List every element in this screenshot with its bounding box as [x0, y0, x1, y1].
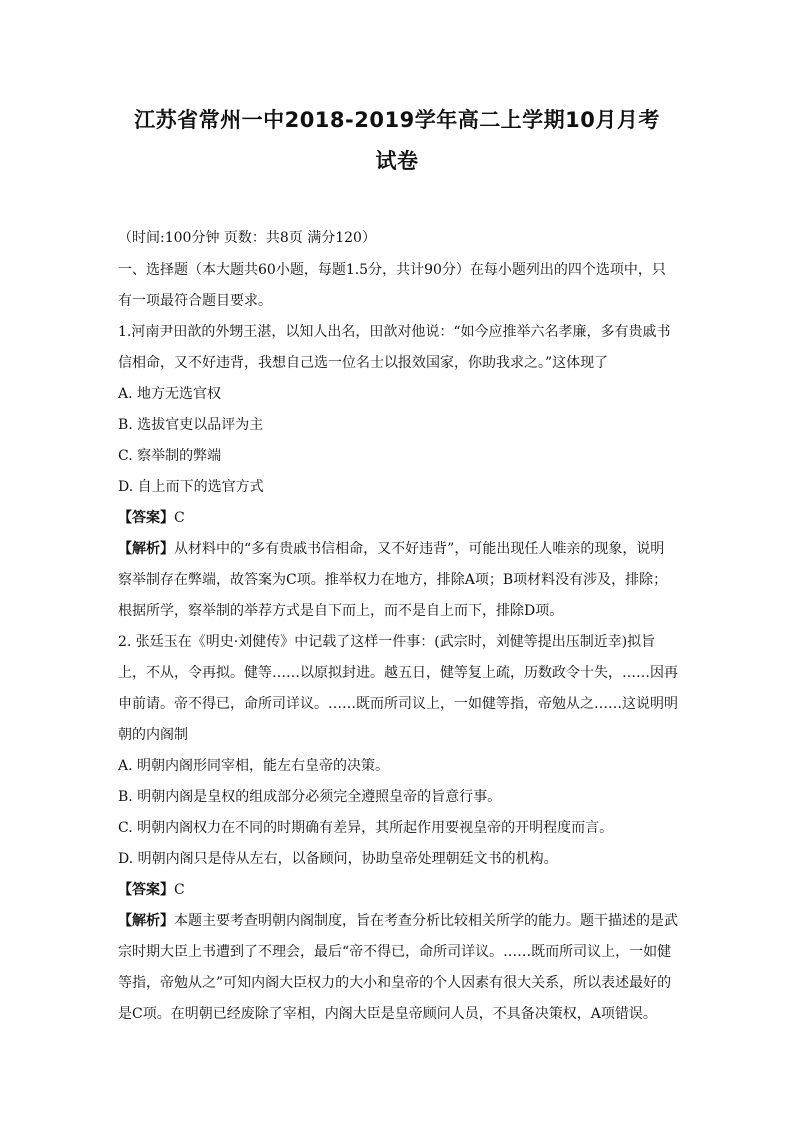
q2-answer-value: C — [174, 882, 185, 898]
q1-answer-label: 【答案】 — [118, 510, 174, 526]
document-title-line-2: 试卷 — [375, 149, 419, 173]
q2-option-d: D. 明朝内阁只是侍从左右，以备顾问，协助皇帝处理朝廷文书的机构。 — [118, 851, 558, 867]
q1-option-b: B. 选拔官吏以品评为主 — [118, 417, 264, 433]
q2-option-c: C. 明朝内阁权力在不同的时期确有差异，其所起作用要视皇帝的开明程度而言。 — [118, 820, 614, 836]
q2-option-a: A. 明朝内阁形同宰相，能左右皇帝的决策。 — [118, 758, 390, 774]
q1-stem-line-2: 信相命，又不好违背，我想自己选一位名士以报效国家，你助我求之。”这体现了 — [118, 355, 609, 371]
q2-analysis-line-3: 等指，帝勉从之”可知内阁大臣权力的大小和皇帝的个人因素有很大关系，所以表述最好的 — [118, 975, 672, 991]
exam-info: （时间:100分钟 页数：共8页 满分120） — [118, 230, 376, 246]
q2-analysis-line-1 — [118, 911, 678, 931]
q1-option-c: C. 察举制的弊端 — [118, 448, 222, 464]
q2-analysis-line-4: 是C项。在明朝已经废除了宰相，内阁大臣是皇帝顾问人员，不具备决策权，A项错误。 — [118, 1006, 657, 1022]
q2-analysis-line-2: 宗时期大臣上书遭到了不理会，最后“帝不得已，命所司详议。……既而所司议上，一如健 — [118, 944, 672, 960]
q1-option-a: A. 地方无选官权 — [118, 386, 222, 402]
document-title-line-1: 江苏省常州一中2018-2019学年高二上学期10月月考 — [134, 108, 660, 132]
q2-stem-line-3: 申前请。帝不得已，命所司详议。……既而所司议上，一如健等指，帝勉从之……这说明明 — [118, 696, 678, 712]
q1-analysis-line-1 — [118, 539, 678, 559]
q2-stem-line-2: 上，不从，令再拟。健等……以原拟封进。越五日，健等复上疏，历数政令十失，……因再 — [118, 665, 678, 681]
q2-stem-line-4: 朝的内阁制 — [118, 727, 188, 743]
q2-analysis-label: 【解析】 — [118, 913, 174, 929]
q1-analysis-line-2: 察举制存在弊端，故答案为C项。推举权力在地方，排除A项；B项材料没有涉及，排除； — [118, 572, 668, 588]
q1-answer — [118, 508, 678, 528]
q1-stem-line-1: 1.河南尹田歆的外甥王湛，以知人出名，田歆对他说：“如今应推举六名孝廉，多有贵戚书 — [118, 324, 671, 340]
section-heading-line-1: 一、选择题（本大题共60小题，每题1.5分，共计90分）在每小题列出的四个选项中，只 — [118, 262, 666, 278]
q2-stem-line-1: 2. 张廷玉在《明史·刘健传》中记载了这样一件事：(武宗时，刘健等提出压制近幸)拟旨 — [118, 634, 656, 650]
q2-answer-label: 【答案】 — [118, 882, 174, 898]
q1-analysis-label: 【解析】 — [118, 541, 174, 557]
q1-analysis-text-1: 从材料中的“多有贵戚书信相命，又不好违背”，可能出现任人唯亲的现象，说明 — [174, 541, 665, 557]
q1-analysis-line-3: 根据所学，察举制的举荐方式是自下而上，而不是自上而下，排除D项。 — [118, 603, 564, 619]
q1-answer-value: C — [174, 510, 185, 526]
q2-analysis-text-1: 本题主要考查明朝内阁制度，旨在考查分析比较相关所学的能力。题干描述的是武 — [174, 913, 678, 929]
q2-option-b: B. 明朝内阁是皇权的组成部分必须完全遵照皇帝的旨意行事。 — [118, 789, 502, 805]
q2-answer — [118, 880, 678, 900]
q1-option-d: D. 自上而下的选官方式 — [118, 479, 264, 495]
section-heading-line-2: 有一项最符合题目要求。 — [118, 293, 272, 309]
